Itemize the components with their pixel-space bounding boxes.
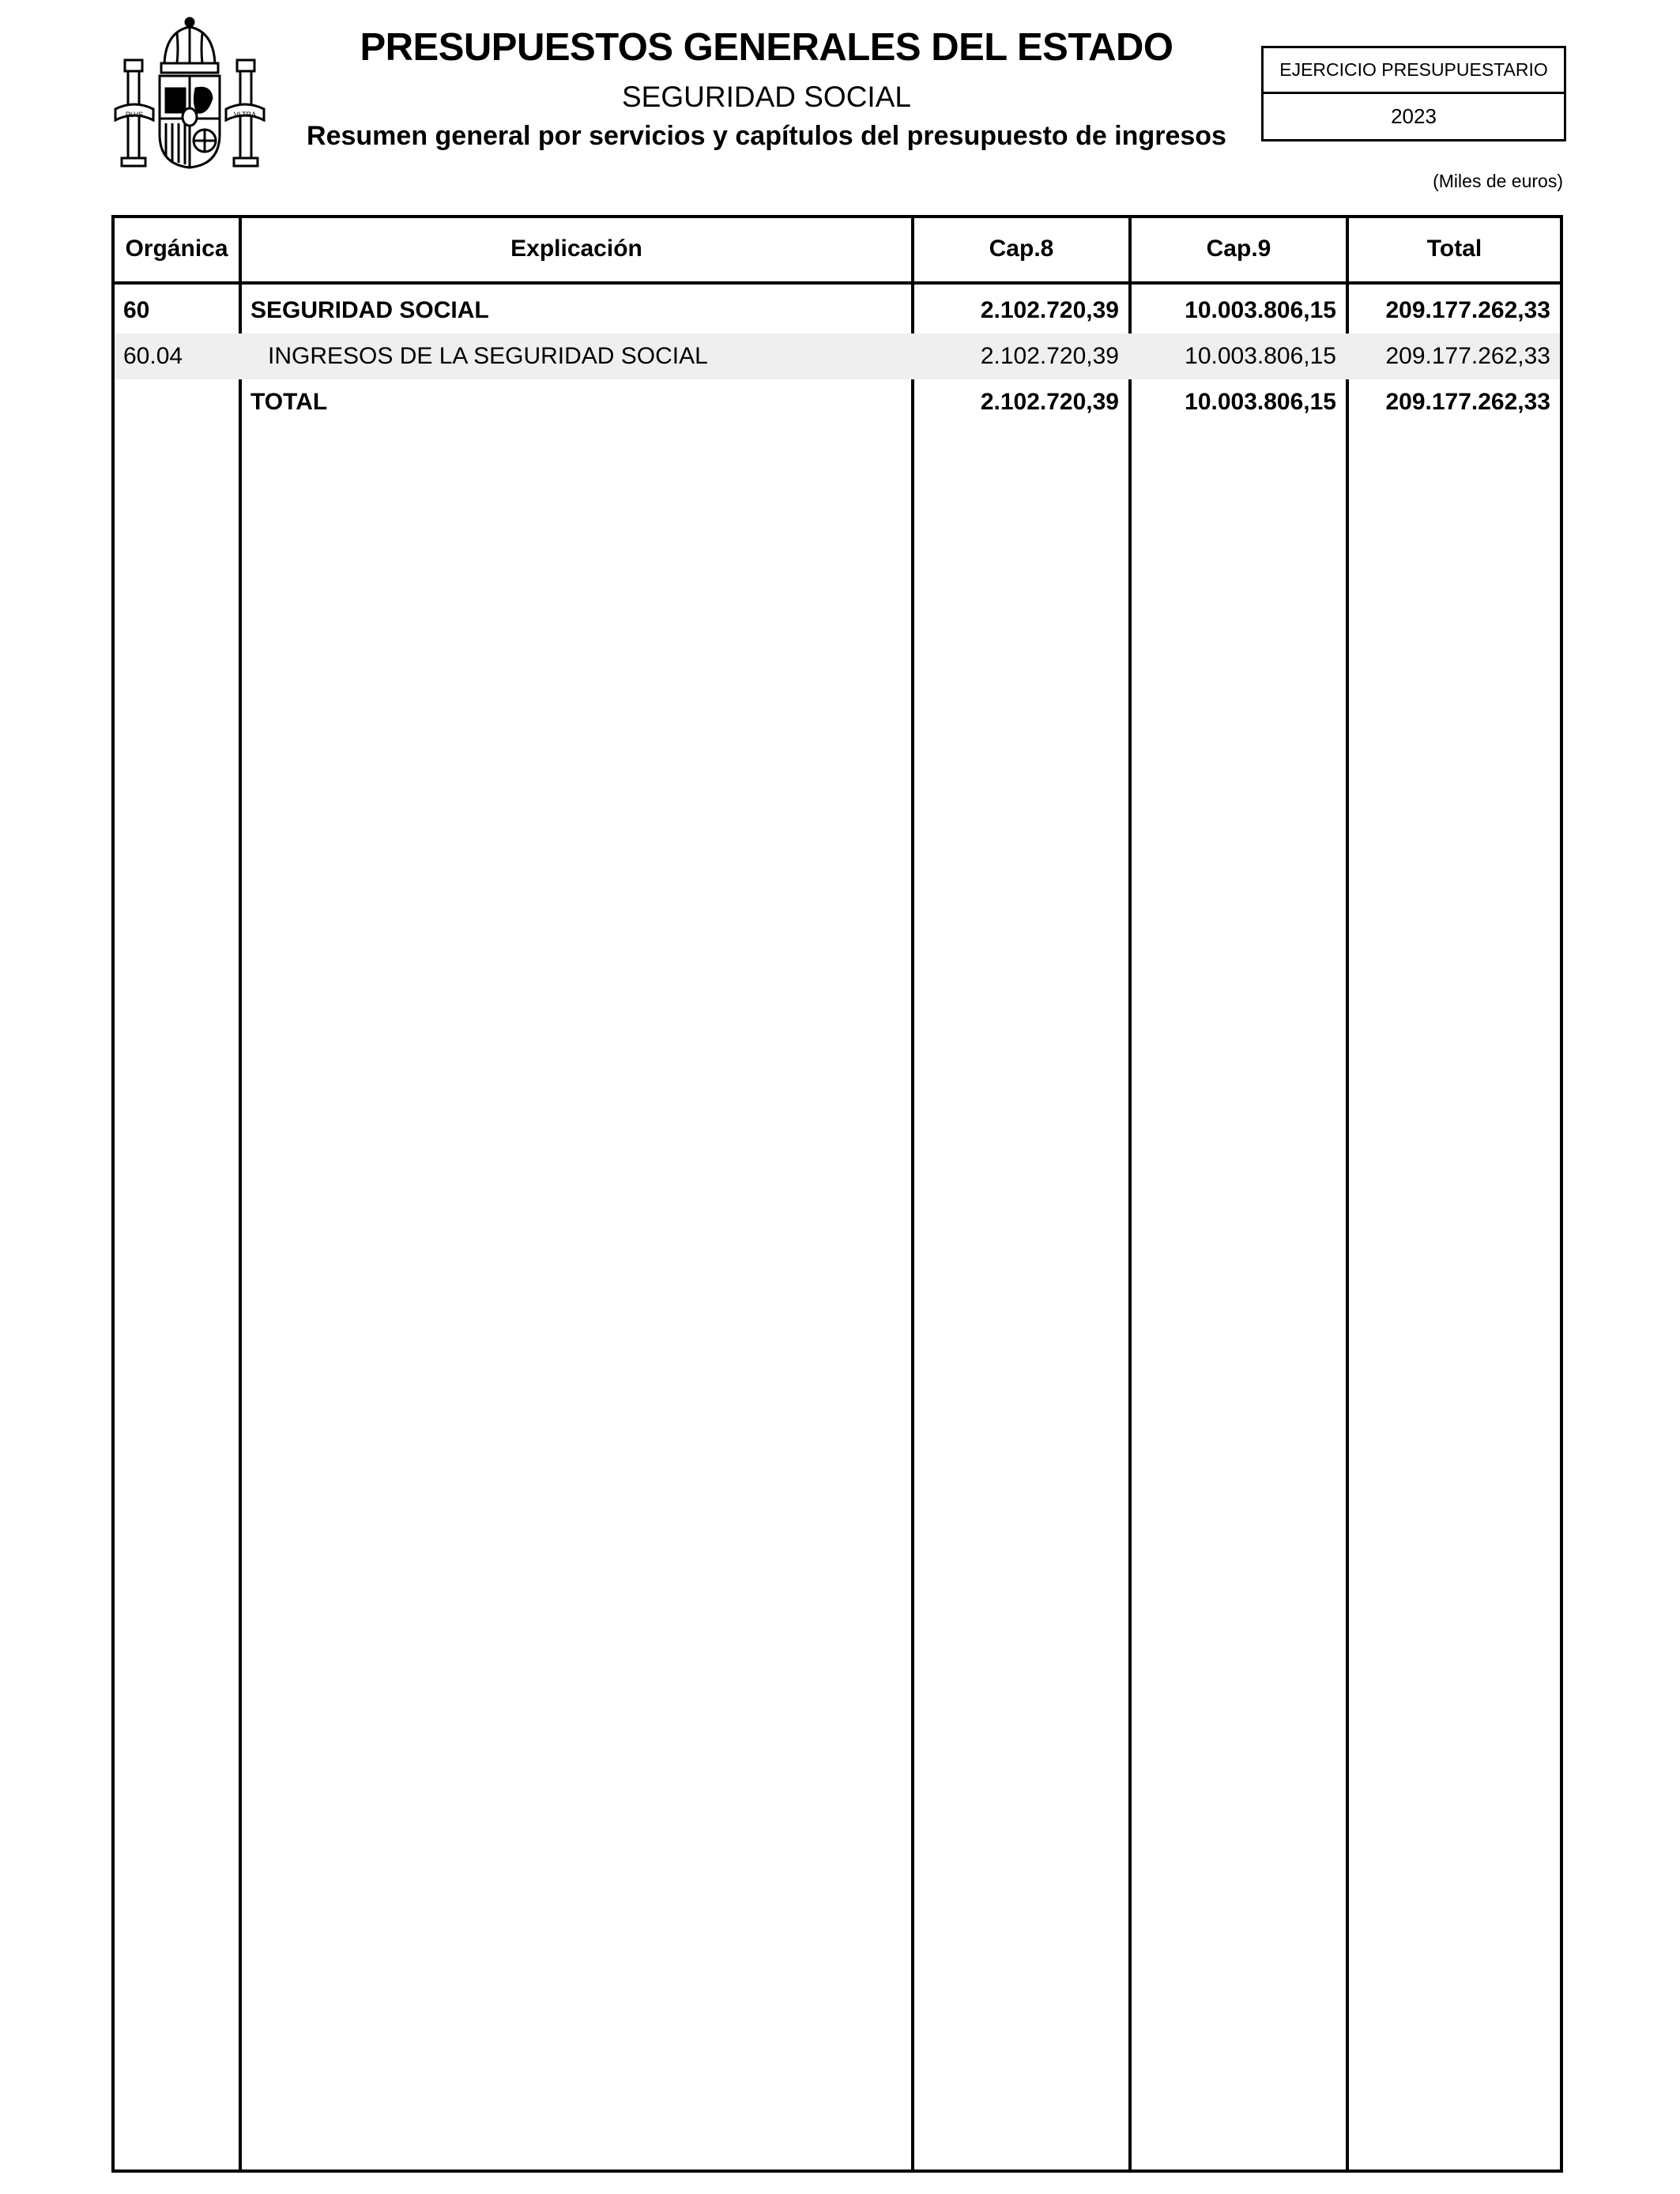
table-row-total [115, 379, 1560, 425]
coat-of-arms-icon [111, 16, 269, 174]
exercise-box [1261, 46, 1566, 141]
cell-explicacion: INGRESOS DE LA SEGURIDAD SOCIAL [268, 343, 708, 369]
cell-organica: 60.04 [123, 343, 183, 369]
cell-total: 209.177.262,33 [1385, 343, 1550, 369]
page-title: PRESUPUESTOS GENERALES DEL ESTADO [360, 26, 1173, 69]
column-divider [1128, 215, 1132, 2173]
table-row [115, 334, 1560, 379]
table-row [115, 288, 1560, 334]
cell-organica: 60 [123, 297, 150, 323]
exercise-label: EJERCICIO PRESUPUESTARIO [1264, 48, 1564, 94]
page-subtitle: SEGURIDAD SOCIAL [622, 81, 911, 113]
cell-cap8: 2.102.720,39 [980, 389, 1119, 415]
cell-cap8: 2.102.720,39 [980, 297, 1119, 323]
cell-total: 209.177.262,33 [1385, 389, 1550, 415]
cell-cap9: 10.003.806,15 [1185, 389, 1336, 415]
column-divider [1346, 215, 1349, 2173]
column-header-total: Total [1426, 236, 1482, 262]
cell-cap8: 2.102.720,39 [980, 343, 1119, 369]
cell-explicacion: SEGURIDAD SOCIAL [250, 297, 489, 323]
column-divider [911, 215, 914, 2173]
column-header-cap8: Cap.8 [989, 236, 1054, 262]
page-description: Resumen general por servicios y capítulos del presupuesto de ingresos [307, 121, 1226, 151]
column-divider [239, 215, 242, 2173]
cell-total: 209.177.262,33 [1385, 297, 1550, 323]
units-note: (Miles de euros) [1433, 171, 1563, 191]
column-header-explicacion: Explicación [510, 236, 642, 262]
cell-cap9: 10.003.806,15 [1185, 297, 1336, 323]
cell-explicacion: TOTAL [250, 389, 328, 415]
motto-left: PLVS [125, 111, 144, 119]
motto-right: VLTRA [233, 111, 257, 119]
column-header-organica: Orgánica [125, 236, 228, 262]
column-header-cap9: Cap.9 [1206, 236, 1271, 262]
exercise-year: 2023 [1391, 104, 1437, 128]
cell-cap9: 10.003.806,15 [1185, 343, 1336, 369]
